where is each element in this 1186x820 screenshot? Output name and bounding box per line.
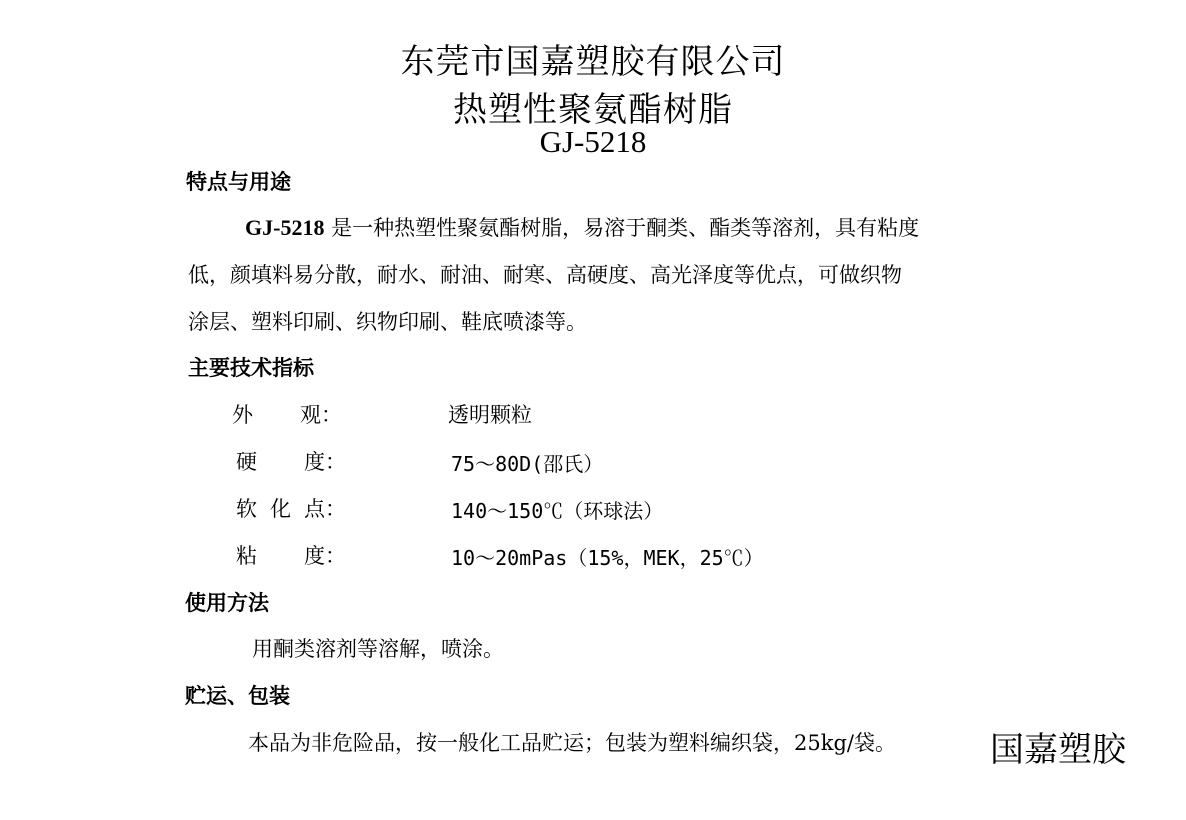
features-line-1 [245, 212, 919, 242]
spec-value-softening-point: 140～150℃（环球法） [451, 499, 664, 523]
brand-mark: 国嘉塑胶 [990, 730, 1126, 770]
spec-label-viscosity: 粘 度： [236, 544, 346, 568]
spec-label-hardness: 硬 度： [236, 450, 346, 474]
usage-heading: 使用方法 [185, 591, 269, 615]
features-heading: 特点与用途 [186, 170, 291, 194]
spec-value-appearance: 透明颗粒 [448, 403, 532, 427]
usage-text: 用酮类溶剂等溶解，喷涂。 [252, 637, 504, 661]
features-line-3: 涂层、塑料印刷、织物印刷、鞋底喷漆等。 [188, 310, 587, 334]
spec-value-viscosity: 10～20mPas（15%，MEK，25℃） [451, 546, 764, 570]
company-title: 东莞市国嘉塑胶有限公司 [400, 42, 786, 82]
spec-label-appearance: 外 观： [232, 403, 342, 427]
spec-value-hardness: 75～80D(邵氏） [451, 452, 604, 476]
product-title: 热塑性聚氨酯树脂 [453, 90, 733, 130]
storage-heading: 贮运、包装 [185, 684, 290, 708]
features-line-2: 低，颜填料易分散，耐水、耐油、耐寒、高硬度、高光泽度等优点，可做织物 [188, 263, 902, 287]
specs-heading: 主要技术指标 [188, 356, 314, 380]
spec-label-softening-point: 软 化 点： [236, 497, 346, 521]
features-line-1-text: 是一种热塑性聚氨酯树脂，易溶于酮类、酯类等溶剂，具有粘度 [324, 216, 920, 240]
features-model: GJ-5218 [245, 215, 325, 240]
model-title: GJ-5218 [539, 124, 647, 159]
storage-text: 本品为非危险品，按一般化工品贮运；包装为塑料编织袋，25kg/袋。 [248, 731, 896, 755]
